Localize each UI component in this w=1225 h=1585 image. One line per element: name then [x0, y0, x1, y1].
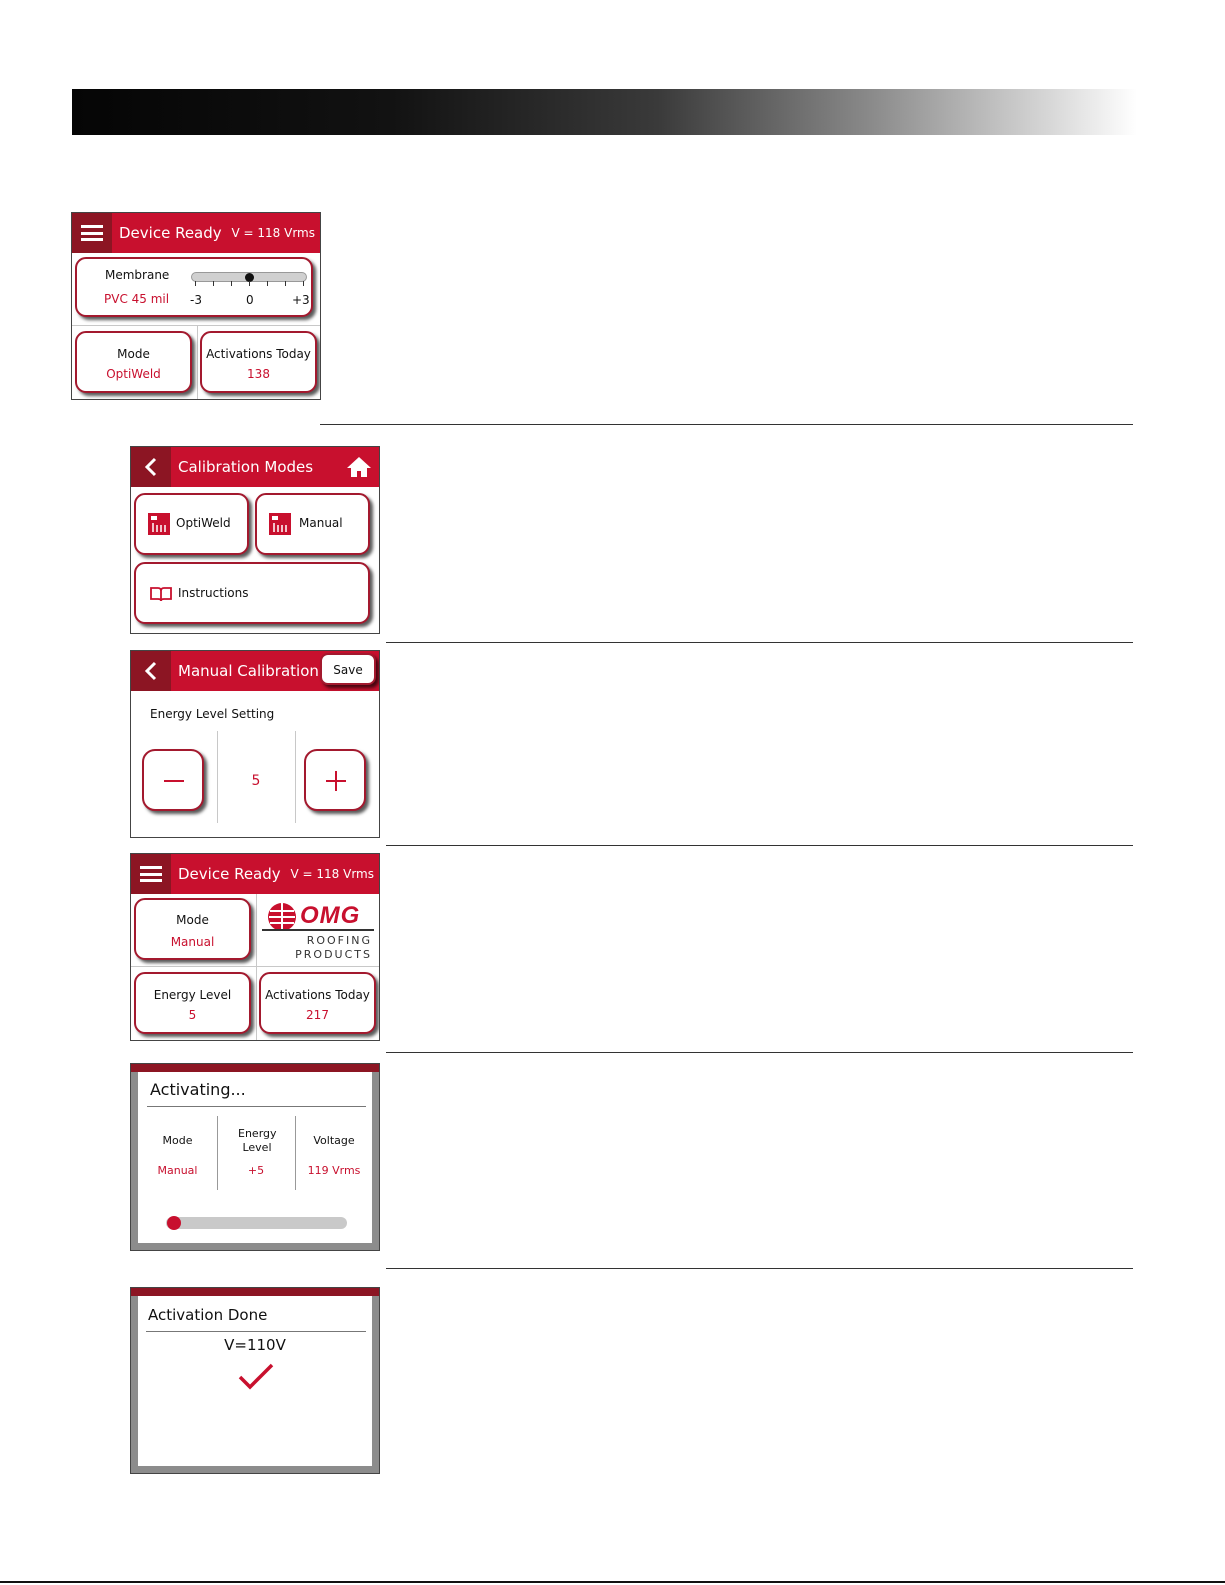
energy-level-label: Energy Level — [238, 1127, 277, 1154]
save-label: Save — [333, 663, 363, 677]
dialog-top-stripe — [131, 1064, 379, 1072]
slider-tick — [303, 281, 304, 286]
mode-tile[interactable] — [134, 898, 251, 960]
activations-tile[interactable] — [259, 972, 376, 1034]
optiweld-mode-button[interactable] — [134, 493, 249, 555]
section-divider — [320, 424, 1133, 425]
mode-value: Manual — [170, 935, 215, 949]
activations-label: Activations Today — [265, 988, 370, 1002]
energy-level-value: 5 — [251, 773, 261, 789]
screen-activating-dialog — [130, 1063, 380, 1251]
activations-label: Activations Today — [206, 347, 311, 361]
mode-tile[interactable] — [75, 331, 192, 393]
screen-calibration-modes — [130, 446, 380, 634]
mode-value: OptiWeld — [106, 367, 161, 381]
omg-roofing: ROOFING — [306, 934, 372, 947]
divider — [295, 731, 296, 823]
dialog-top-stripe — [131, 1288, 379, 1296]
section-divider — [386, 1268, 1133, 1269]
membrane-label: Membrane — [105, 268, 170, 282]
section-divider — [386, 845, 1133, 846]
increase-button[interactable] — [304, 749, 366, 811]
optiweld-label: OptiWeld — [176, 516, 231, 530]
section-header-bar — [72, 89, 1137, 135]
slider-tick — [195, 281, 196, 286]
screen-title: Manual Calibration — [178, 662, 319, 680]
home-icon[interactable] — [346, 456, 372, 478]
minus-icon — [144, 751, 204, 811]
slider-tick — [249, 281, 250, 286]
section-divider — [386, 642, 1133, 643]
energy-level-label: Energy Level — [153, 988, 232, 1002]
instructions-label: Instructions — [178, 586, 249, 600]
chevron-left-icon — [143, 661, 159, 681]
slider-mid-label: 0 — [246, 293, 254, 307]
screen-title: Device Ready — [119, 224, 222, 242]
dialog-frame — [131, 1288, 379, 1473]
energy-level-tile[interactable] — [134, 972, 251, 1034]
slider-tick — [267, 281, 268, 286]
voltage-value: 119 Vrms — [307, 1164, 361, 1177]
title-underline — [147, 1106, 366, 1107]
screen-header — [131, 447, 379, 487]
menu-button[interactable] — [131, 854, 171, 894]
plus-icon — [306, 751, 366, 811]
save-button[interactable] — [320, 653, 376, 685]
instructions-button[interactable] — [134, 562, 370, 624]
hamburger-icon — [81, 225, 103, 241]
divider — [197, 325, 198, 399]
divider — [295, 1116, 296, 1190]
slider-min-label: -3 — [190, 293, 202, 307]
screen-device-ready-manual — [130, 853, 380, 1041]
screen-title: Device Ready — [178, 865, 281, 883]
screen-activation-done-dialog — [130, 1287, 380, 1474]
slider-tick — [213, 281, 214, 286]
screen-header — [131, 854, 379, 894]
energy-level-setting-label: Energy Level Setting — [150, 707, 275, 721]
checkmark-icon — [236, 1362, 276, 1392]
membrane-tile[interactable] — [75, 257, 313, 317]
mode-value: Manual — [157, 1164, 198, 1177]
dialog-frame — [131, 1064, 379, 1250]
energy-level-value: 5 — [188, 1008, 197, 1022]
activations-tile[interactable] — [200, 331, 317, 393]
dialog-body — [138, 1072, 372, 1243]
divider — [217, 1116, 218, 1190]
mode-label: Mode — [162, 1134, 193, 1147]
activations-value: 138 — [247, 367, 270, 381]
dialog-title: Activation Done — [148, 1306, 268, 1324]
dialog-title: Activating... — [150, 1080, 246, 1099]
mode-label: Mode — [176, 913, 209, 927]
divider — [256, 894, 257, 1040]
slider-tick — [285, 281, 286, 286]
title-underline — [146, 1331, 366, 1332]
manual-label: Manual — [299, 516, 343, 530]
voltage-readout: V = 118 Vrms — [231, 226, 315, 240]
screen-title: Calibration Modes — [178, 458, 314, 476]
voltage-readout: V = 118 Vrms — [290, 867, 374, 881]
omg-products: PRODUCTS — [295, 948, 372, 961]
back-button[interactable] — [131, 447, 171, 487]
screen-header — [72, 213, 320, 253]
book-icon — [150, 586, 172, 602]
footer-rule — [0, 1581, 1225, 1583]
manual-mode-icon — [269, 513, 291, 535]
dialog-body — [138, 1296, 372, 1466]
activations-value: 217 — [306, 1008, 329, 1022]
slider-tick — [231, 281, 232, 286]
slider-max-label: +3 — [292, 293, 310, 307]
divider — [131, 966, 379, 967]
hamburger-icon — [140, 866, 162, 882]
manual-mode-button[interactable] — [255, 493, 370, 555]
screen-manual-calibration — [130, 650, 380, 838]
mode-label: Mode — [117, 347, 150, 361]
omg-logo — [260, 896, 378, 964]
section-divider — [386, 1052, 1133, 1053]
screen-device-ready-optiweld — [71, 212, 321, 400]
energy-level-value: +5 — [247, 1164, 265, 1177]
decrease-button[interactable] — [142, 749, 204, 811]
omg-brand: OMG — [300, 902, 361, 929]
omg-swoosh — [262, 929, 374, 931]
menu-button[interactable] — [72, 213, 112, 253]
activation-progress-bar — [166, 1217, 347, 1229]
progress-indicator — [167, 1216, 181, 1230]
back-button[interactable] — [131, 651, 171, 691]
optiweld-mode-icon — [148, 513, 170, 535]
result-voltage: V=110V — [224, 1336, 286, 1354]
membrane-value: PVC 45 mil — [104, 292, 170, 306]
chevron-left-icon — [143, 457, 159, 477]
divider — [72, 325, 320, 326]
voltage-label: Voltage — [313, 1134, 355, 1147]
